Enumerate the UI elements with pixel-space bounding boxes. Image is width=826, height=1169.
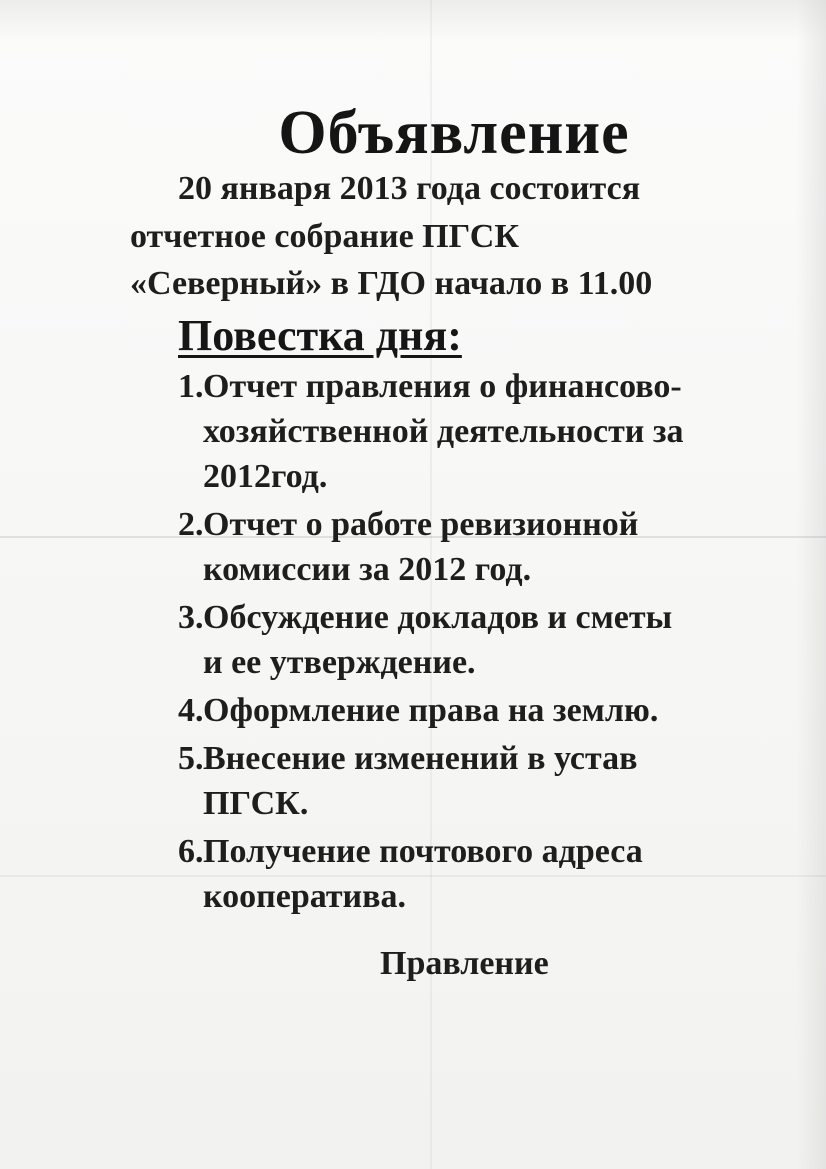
agenda-list: [178, 364, 798, 922]
paper-shadow-top: [0, 0, 826, 40]
intro-line-3: «Северный» в ГДО начало в 11.00: [130, 265, 653, 302]
agenda-item-text: Оформление права на землю.: [203, 692, 659, 729]
agenda-item: [178, 502, 798, 592]
agenda-item-text: Внесение изменений в устав ПГСК.: [203, 740, 638, 822]
signature: Правление: [380, 945, 549, 982]
agenda-item-number: 5.: [178, 740, 204, 777]
paper-shadow-right: [796, 0, 826, 1169]
agenda-item-number: 2.: [178, 506, 204, 543]
announcement-title: Объявление: [278, 99, 630, 167]
agenda-item: [178, 829, 798, 919]
agenda-item-number: 1.: [178, 368, 204, 405]
intro-line-1: 20 января 2013 года состоится: [178, 170, 641, 207]
agenda-item-text: Отчет о работе ревизионной комиссии за 2012 год.: [203, 506, 639, 588]
agenda-item: [178, 364, 798, 499]
intro-line-2: отчетное собрание ПГСК: [130, 218, 520, 255]
agenda-item-text: Получение почтового адреса кооператива.: [203, 833, 643, 915]
agenda-item: [178, 736, 798, 826]
agenda-heading: Повестка дня:: [178, 311, 462, 360]
agenda-item-number: 4.: [178, 692, 204, 729]
agenda-item: [178, 688, 798, 733]
agenda-item-number: 3.: [178, 599, 204, 636]
agenda-item-text: Отчет правления о финансово- хозяйственной деятельности за 2012год.: [203, 368, 684, 495]
agenda-item-number: 6.: [178, 833, 204, 870]
agenda-item-text: Обсуждение докладов и сметы и ее утверждение.: [203, 599, 673, 681]
agenda-item: [178, 595, 798, 685]
